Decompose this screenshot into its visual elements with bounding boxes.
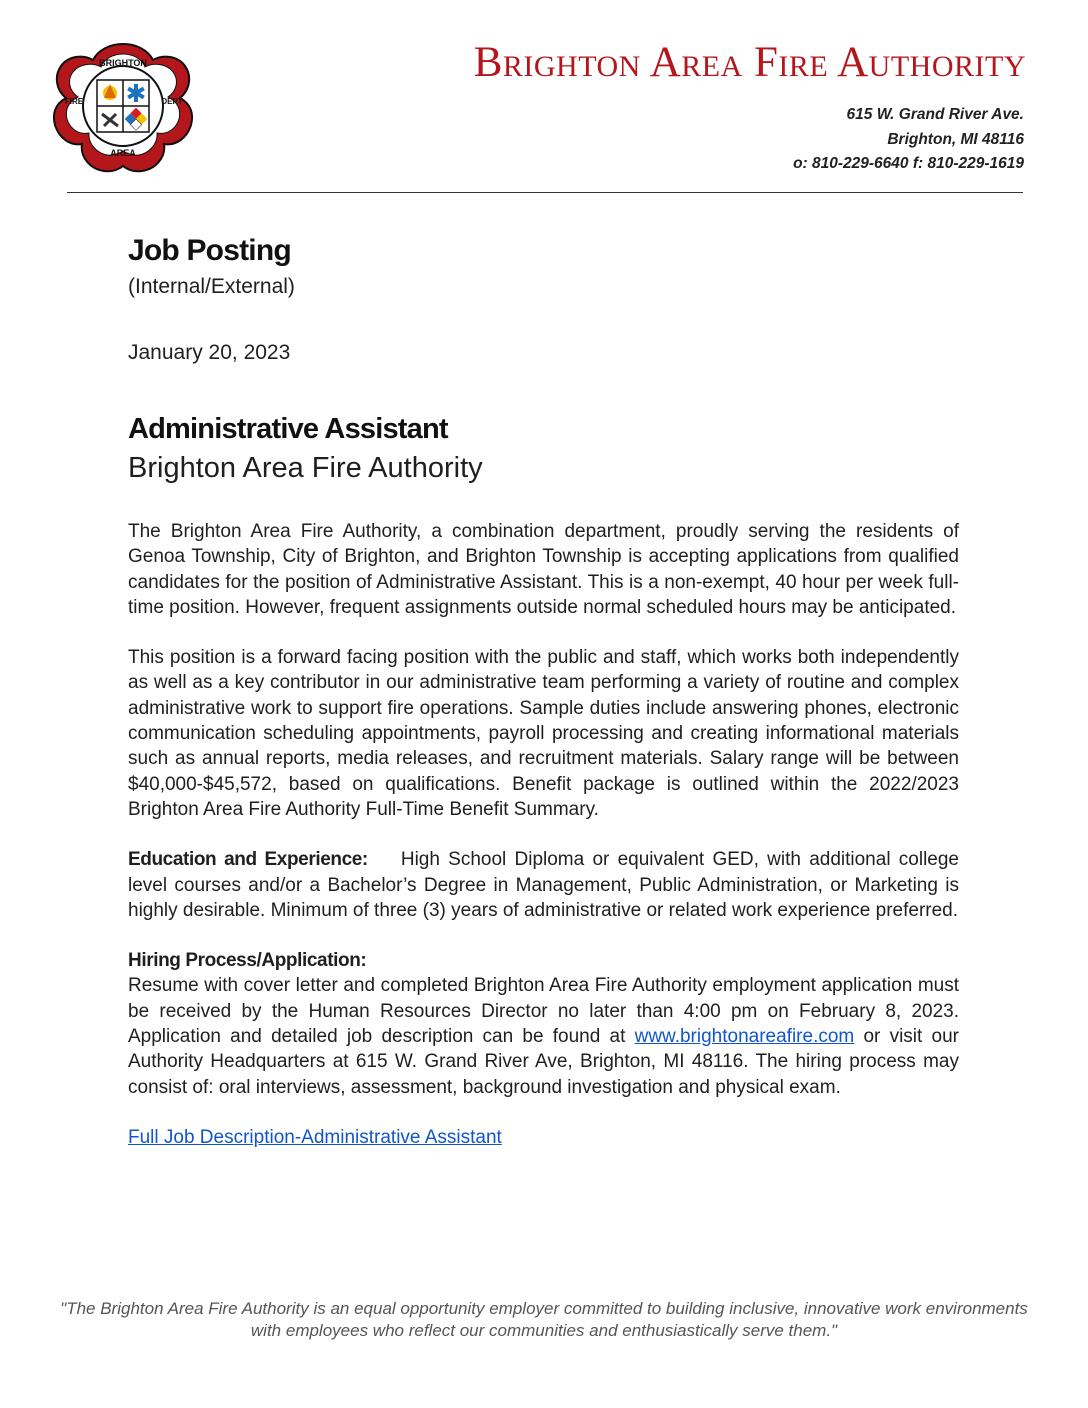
fire-department-logo (52, 42, 194, 174)
full-job-description-link[interactable]: Full Job Description-Administrative Assistant (128, 1126, 502, 1148)
logo-right-text: DEPT (161, 97, 183, 106)
equal-opportunity-statement: "The Brighton Area Fire Authority is an equal opportunity employer committed to building inclusive, innovative work environments with employees who reflect our communities and enthusiastically serve them." (60, 1299, 1028, 1340)
logo-top-text: BRIGHTON (99, 58, 147, 68)
logo-left-text: FIRE (64, 97, 84, 106)
address-block (793, 103, 1024, 177)
maltese-cross-icon (52, 42, 194, 174)
intro-paragraph: The Brighton Area Fire Authority, a combination department, proudly serving the residents of Genoa Township, City of Brighton, and Brighton Township is accepting applications from qualified candidates for the position of Administrative Assistant. This is a non-exempt, 40 hour per week full-time position. However, frequent assignments outside normal scheduled hours may be anticipated. (128, 521, 959, 618)
education-text: High School Diploma or equivalent GED, with additional college level courses and/or a Bachelor’s Degree in Management, Public Administration, or Marketing is highly desirable. Minimum of three (3) years of administrative or related work experience preferred. (128, 849, 959, 921)
job-posting-body (128, 230, 959, 1150)
address-phone-fax: o: 810-229-6640 f: 810-229-1619 (793, 155, 1024, 172)
position-title: Administrative Assistant (128, 413, 448, 445)
hiring-text-part1: Resume with cover letter and completed Brighton Area Fire Authority employment application must be received by the Human Resources Director no later than 4:00 pm on February 8, 2023. Application and detailed job description can be found at (128, 975, 959, 1048)
posting-date: January 20, 2023 (128, 341, 291, 364)
hiring-section (128, 948, 959, 1100)
logo-bottom-text: AREA (110, 148, 136, 158)
header-divider (67, 192, 1023, 193)
hiring-text-part2: or visit our Authority Headquarters at 615 W. Grand River Ave, Brighton, MI 48116. The hiring process may consist of: oral interviews, assessment, background investigation and physical exam. (128, 1026, 959, 1098)
position-organization: Brighton Area Fire Authority (128, 452, 483, 484)
posting-type: (Internal/External) (128, 275, 295, 298)
duties-paragraph: This position is a forward facing position with the public and staff, which works both independently as well as a key contributor in our administrative team performing a variety of routine and complex administrative work to support fire operations. Sample duties include answering phones, electronic communication scheduling appointments, payroll processing and creating informational materials such as annual reports, media releases, and recruitment materials. Salary range will be between $40,000-$45,572, based on qualifications. Benefit package is outlined within the 2022/2023 Brighton Area Fire Authority Full-Time Benefit Summary. (128, 647, 959, 820)
organization-title: Brighton Area Fire Authority (473, 39, 1026, 86)
posting-heading: Job Posting (128, 234, 291, 267)
hiring-label: Hiring Process/Application: (128, 950, 367, 972)
full-description-paragraph (128, 1125, 959, 1150)
address-city: Brighton, MI 48116 (887, 130, 1024, 148)
address-street: 615 W. Grand River Ave. (846, 106, 1024, 123)
education-label: Education and Experience: (128, 849, 368, 871)
education-paragraph (128, 847, 959, 923)
website-link[interactable]: www.brightonareafire.com (634, 1026, 855, 1048)
